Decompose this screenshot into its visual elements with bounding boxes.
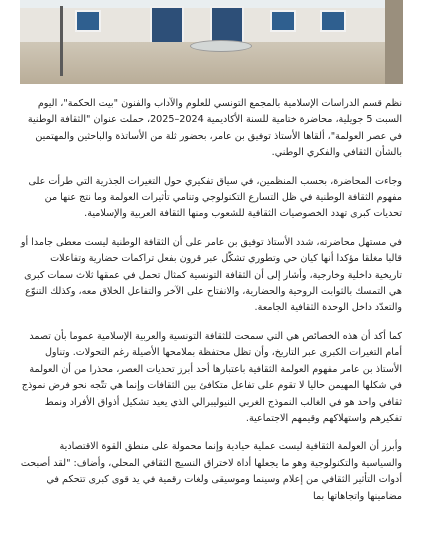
article-body	[20, 96, 402, 517]
article-paragraph: وجاءت المحاضرة، بحسب المنظمين، في سياق تفكيري حول التغيرات الجذرية التي طرأت على مفهوم الثقافة الوطنية في ظل التسارع التكنولوجي وتنامي تأثيرات العولمة وما نتج عنها من تحديات كبرى تهدد الخصوصيات الثقافية للشعوب ومنها الثقافة العربية والإسلامية.	[28, 175, 402, 220]
article-paragraph: كما أكد أن هذه الخصائص هي التي سمحت للثقافة التونسية والعربية الإسلامية عموما بأن تصمد أمام التغيرات الكبرى عبر التاريخ، وأن تظل محتفظة بملامحها الأصيلة رغم التحولات. وتناول الأستاذ بن عامر مفهوم العولمة الثقافية باعتبارها أحد أبرز تحديات العصر، محذرا من أن العولمة في شكلها المهيمن حاليا لا تقوم على تفاعل متكافئ بين الثقافات وإنما هي تتّجه نحو فرض نموذج ثقافي واحد هو في الغالب النموذج الغربي النيوليبرالي الذي يعيد تشكيل أذواق الأفراد ونمط تفكيرهم واستهلاكهم وقيمهم الاجتماعية.	[21, 330, 402, 424]
photo-window	[270, 10, 296, 32]
photo-fountain	[190, 40, 252, 52]
photo-window	[75, 10, 101, 32]
photo-window	[320, 10, 346, 32]
photo-door	[150, 6, 184, 46]
article-paragraph: في مستهل محاضرته، شدد الأستاذ توفيق بن عامر على أن الثقافة الوطنية ليست معطى جامدا أو قالبا مغلقا مؤكدا أنها كيان حي وتطوري تشكّل عبر قرون بفعل تراكمات حضارية وتفاعلات تاريخية داخلية وخارجية، وأشار إلى أن الثقافة التونسية كمثال تحمل في عمقها ثلاث سمات كبرى هي التمسك بالثوابت الروحية والحضارية، والانفتاح على الآخر والتفاعل الخلاق معه، وكذلك التنوّع والتعدّد داخل الوحدة الثقافية الجامعة.	[20, 236, 402, 314]
article-paragraph: وأبرز أن العولمة الثقافية ليست عملية حيادية وإنما محمولة على منطق القوة الاقتصادية والسياسية والتكنولوجية وهو ما يجعلها أداة لاختراق النسيج الثقافي المحلي، وأضاف: "لقد أصبحت أدوات التأثير الثقافي من إعلام وسينما وموسيقى ولغات رقمية في يد قوى كبرى تتحكم في مضامينها واتجاهاتها بما	[20, 441, 402, 502]
article-photo	[20, 0, 403, 84]
photo-lamp-pole	[60, 6, 63, 76]
article-paragraph: نظم قسم الدراسات الإسلامية بالمجمع التونسي للعلوم والآداب والفنون "بيت الحكمة"، اليوم السبت 5 جويلية، محاضرة ختامية للسنة الأكاديمية 2024–2025، حملت عنوان "الثقافة الوطنية في عصر العولمة"، ألقاها الأستاذ توفيق بن عامر، بحضور ثلة من الأساتذة والباحثين والمهتمين بالشأن الثقافي والفكري الوطني.	[27, 98, 402, 159]
photo-edge	[385, 0, 403, 84]
